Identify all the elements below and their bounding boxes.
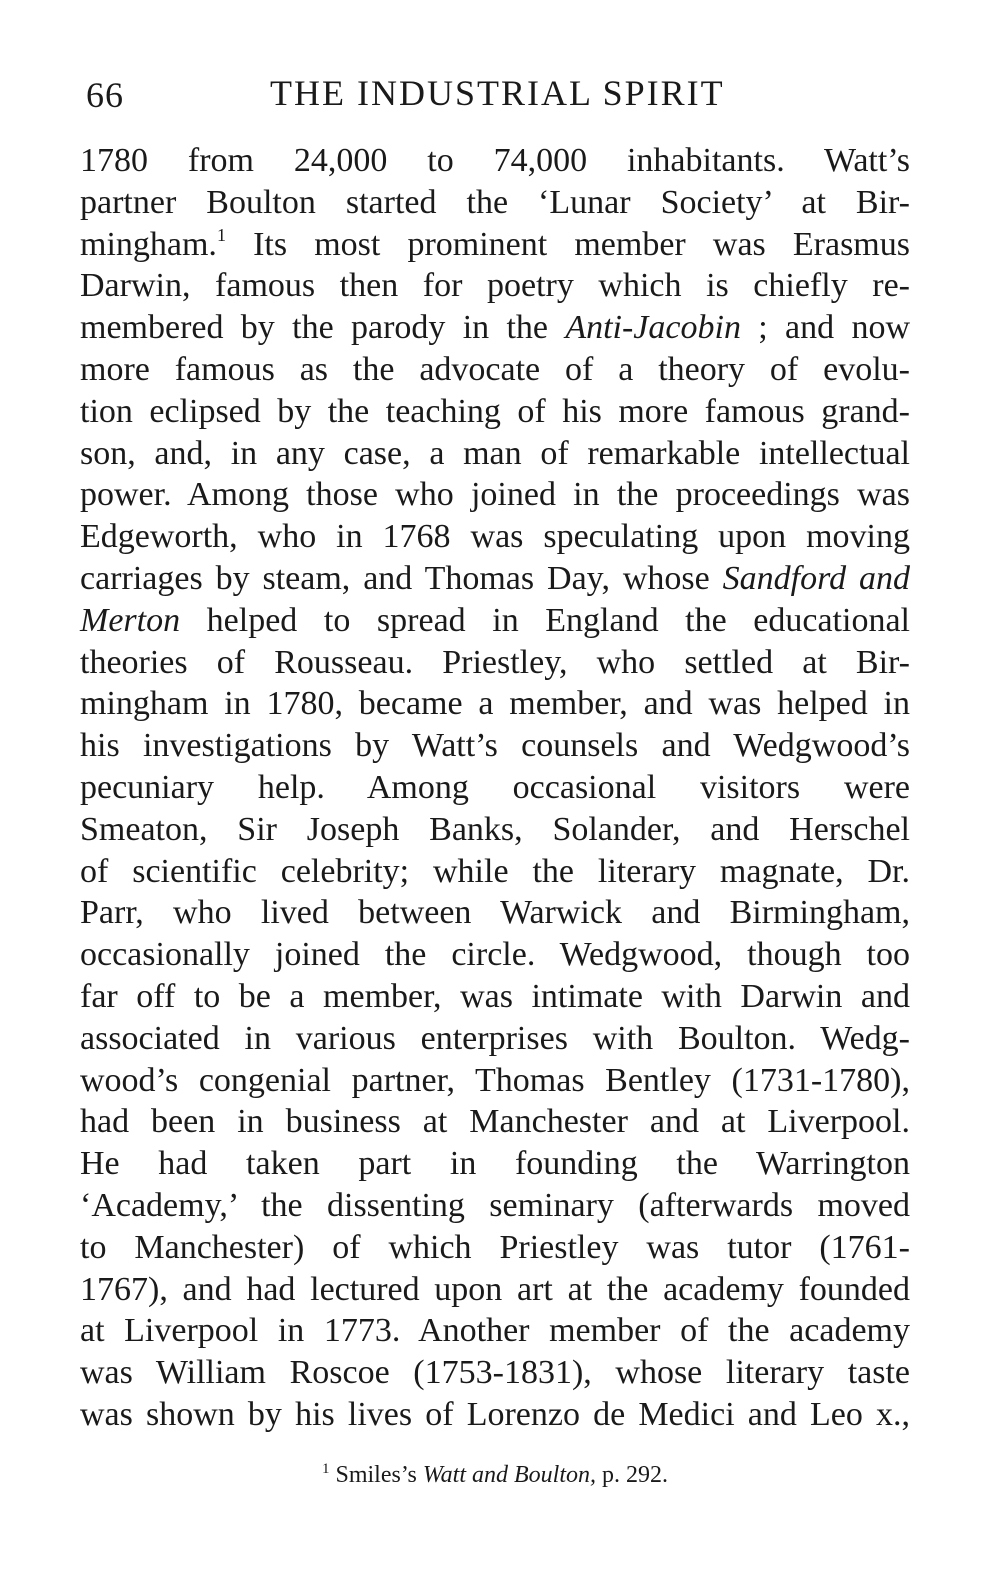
footnote-italic-title: Watt and Boulton, xyxy=(422,1462,596,1488)
text-line-12 xyxy=(80,600,910,642)
footnote-page-ref: p. 292. xyxy=(595,1462,668,1488)
text-line-6: more famous as the advocate of a theory of evolu- xyxy=(80,350,910,388)
text-line-15: his investigations by Watt’s counsels and Wedgwood’s xyxy=(80,727,910,765)
text-line-1: 1780 from 24,000 to 74,000 inhabitants. Watt’s xyxy=(80,142,910,179)
text-line-2: partner Boulton started the ‘Lunar Society’ at Bir- xyxy=(80,183,910,221)
text-line-23: wood’s congenial partner, Thomas Bentley (1731-1780), xyxy=(80,1061,910,1099)
text-line-8: son, and, in any case, a man of remarkable intellectual xyxy=(80,434,910,472)
running-title: THE INDUSTRIAL SPIRIT xyxy=(270,73,725,113)
footnote-reference[interactable]: 1 xyxy=(216,224,226,245)
text-line-4: Darwin, famous then for poetry which is chiefly re- xyxy=(80,267,910,305)
text-line-25: He had taken part in founding the Warrington xyxy=(80,1145,910,1183)
footnote xyxy=(80,1460,910,1490)
page-number: 66 xyxy=(86,75,124,115)
text-line-30: was William Roscoe (1753-1831), whose literary taste xyxy=(80,1354,910,1392)
text-line-9: power. Among those who joined in the proceedings was xyxy=(80,476,910,514)
text-line-27: to Manchester) of which Priestley was tutor (1761- xyxy=(80,1228,910,1266)
text-line-31: was shown by his lives of Lorenzo de Medici and Leo x., xyxy=(80,1395,910,1433)
footnote-text: Smiles’s xyxy=(335,1462,423,1488)
text-line-20: occasionally joined the circle. Wedgwood, though too xyxy=(80,936,910,974)
text-segment: membered by the parody in the xyxy=(80,309,566,347)
text-line-21: far off to be a member, was intimate with Darwin and xyxy=(80,977,910,1015)
text-line-13: theories of Rousseau. Priestley, who settled at Bir- xyxy=(80,643,910,681)
running-head xyxy=(80,62,910,115)
italic-title-sandford-and: Sandford and xyxy=(722,559,910,597)
text-line-5 xyxy=(80,307,910,349)
text-line-22: associated in various enterprises with Boulton. Wedg- xyxy=(80,1019,910,1057)
text-line-29: at Liverpool in 1773. Another member of the academy xyxy=(80,1312,910,1350)
text-line-3 xyxy=(80,224,910,266)
text-segment: Its most prominent member was Erasmus xyxy=(225,225,910,263)
text-line-16: pecuniary help. Among occasional visitors were xyxy=(80,768,910,806)
text-line-14: mingham in 1780, became a member, and was helped in xyxy=(80,685,910,723)
text-line-26: ‘Academy,’ the dissenting seminary (afterwards moved xyxy=(80,1186,910,1224)
body-text xyxy=(80,140,910,1436)
footnote-marker: 1 xyxy=(322,1461,330,1477)
text-line-28: 1767), and had lectured upon art at the academy founded xyxy=(80,1270,910,1308)
text-line-17: Smeaton, Sir Joseph Banks, Solander, and Herschel xyxy=(80,810,910,848)
text-line-18: of scientific celebrity; while the literary magnate, Dr. xyxy=(80,852,910,890)
text-segment: carriages by steam, and Thomas Day, whose xyxy=(80,559,723,597)
text-line-24: had been in business at Manchester and at Liverpool. xyxy=(80,1103,910,1141)
text-line-11 xyxy=(80,558,910,600)
text-segment: helped to spread in England the educational xyxy=(180,601,910,639)
italic-title-merton: Merton xyxy=(80,601,181,639)
text-segment: mingham. xyxy=(80,225,217,263)
text-line-7: tion eclipsed by the teaching of his more famous grand- xyxy=(80,392,910,430)
italic-title-anti-jacobin: Anti-Jacobin xyxy=(565,309,741,347)
text-line-19: Parr, who lived between Warwick and Birmingham, xyxy=(80,894,910,932)
text-line-10: Edgeworth, who in 1768 was speculating upon moving xyxy=(80,518,910,556)
text-segment: ; and now xyxy=(740,309,910,347)
